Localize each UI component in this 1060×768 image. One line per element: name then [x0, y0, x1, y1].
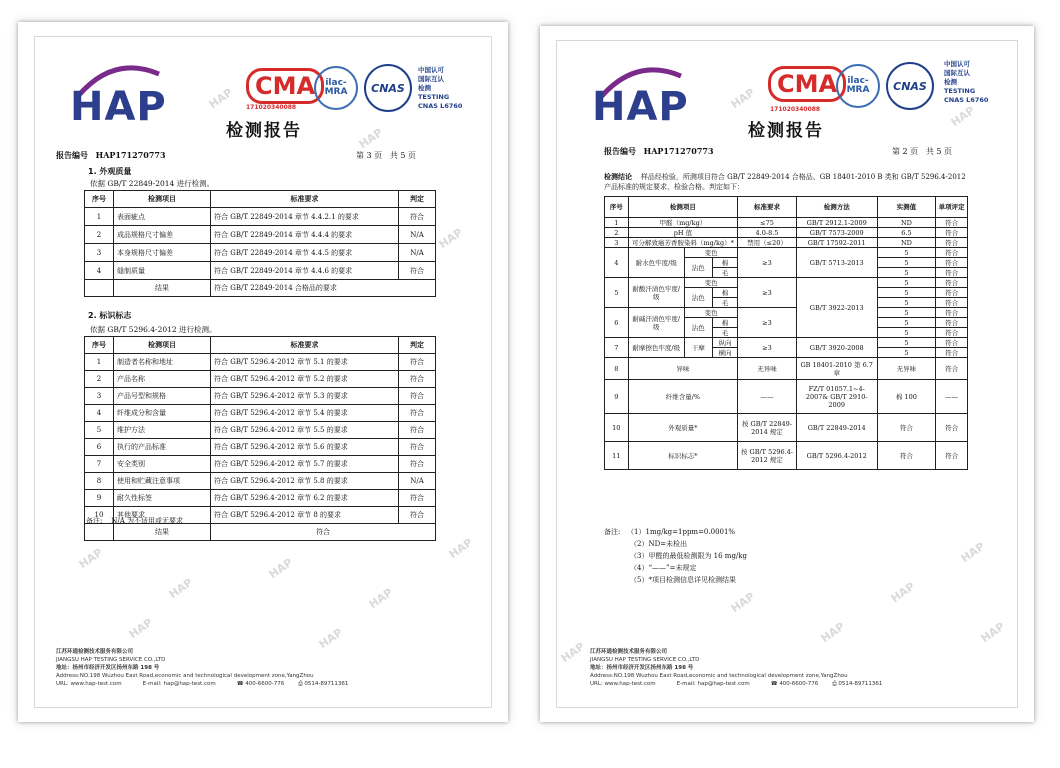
table-row: 9 纤维含量/% —— FZ/T 01057.1~4-2007& GB/T 2910-2009 棉 100 ——	[605, 380, 968, 414]
table-row: 5 耐酸汗渍色牢度/级 变色 ≥3 GB/T 3922-2013 5 符合	[605, 278, 968, 288]
table-row: 4 纤维成分和含量 符合 GB/T 5296.4-2012 章节 5.4 的要求 符合	[85, 405, 436, 422]
page-indicator: 第 2 页 共 5 页	[892, 147, 953, 156]
report-title: 检测报告	[226, 121, 302, 141]
cell: 符合	[399, 262, 436, 280]
test-results-table	[604, 196, 968, 470]
ilac-mra-logo: ilac-MRA	[836, 64, 880, 108]
cell: 表面疵点	[114, 208, 211, 226]
cell: N/A	[399, 226, 436, 244]
col-header: 判定	[399, 191, 436, 208]
watermark: HAP	[558, 639, 588, 666]
col-header: 标准要求	[211, 337, 399, 354]
cell: N/A	[399, 244, 436, 262]
table-row: 5 维护方法 符合 GB/T 5296.4-2012 章节 5.5 的要求 符合	[85, 422, 436, 439]
conclusion: 检测结论 样品经检验，所测项目符合 GB/T 22849-2014 合格品、GB 18401-2010 B 类和 GB/T 5296.4-2012 产品标准的规定要求，检验合格。判定如下：	[604, 172, 966, 191]
table-row: 沾色 棉 5 符合	[605, 318, 968, 328]
report-number: 报告编号 HAP171270773	[56, 150, 166, 160]
table-row: 沾色 棉 5 符合	[605, 258, 968, 268]
table-row	[85, 208, 436, 226]
footer: 江苏环通检测技术服务有限公司 JIANGSU HAP TESTING SERVICE CO.,LTD 地址：扬州市经济开发区扬州东路 198 号 Address:NO.198 Wuzhou East Road,economic and technological development zone,YangZhou URL: www.hap-test.com E-mail: hap@hap-test.com ☎ 400-6600-776 ⎙ 0514-89711361	[590, 649, 883, 687]
col-header: 序号	[85, 191, 114, 208]
cell: 4	[85, 262, 114, 280]
table-row: 毛 5 符合	[605, 268, 968, 278]
labeling-table	[84, 336, 436, 541]
table-header	[85, 337, 436, 354]
report-number: 报告编号 HAP171270773	[604, 146, 714, 156]
report-page-2	[540, 26, 1034, 722]
table-row: 3 可分解致癌芳香胺染料（mg/kg）* 禁用（≤20） GB/T 17592-2011 ND 符合	[605, 238, 968, 248]
table-row: 8 异味 无异味 GB 18401-2010 第 6.7 章 无异味 符合	[605, 358, 968, 380]
cell: 符合 GB/T 22849-2014 章节 4.4.4 的要求	[211, 226, 399, 244]
cell: 符合	[399, 208, 436, 226]
cell: 成品规格尺寸偏差	[114, 226, 211, 244]
table-result-row	[85, 280, 436, 297]
watermark: HAP	[888, 579, 918, 606]
table-header: 序号 检测项目 标准要求 检测方法 实测值 单项评定	[605, 197, 968, 218]
ilac-mra-logo: ilac-MRA	[314, 66, 358, 110]
cnas-logo: CNAS	[886, 62, 934, 110]
note: 备注: N/A 为不适用或无要求	[86, 517, 184, 525]
table-row: 1 甲醛（mg/kg） ≤75 GB/T 2912.1-2009 ND 符合	[605, 218, 968, 228]
table-result-row: 结果 符合	[85, 524, 436, 541]
watermark: HAP	[958, 539, 988, 566]
watermark: HAP	[126, 615, 156, 642]
cell: 2	[85, 226, 114, 244]
page-indicator: 第 3 页 共 5 页	[356, 151, 417, 160]
table-row: 10 外观质量* 按 GB/T 22849-2014 规定 GB/T 22849-2014 符合 符合	[605, 414, 968, 442]
table-row: 9 耐久性标签 符合 GB/T 5296.4-2012 章节 6.2 的要求 符合	[85, 490, 436, 507]
table-row: 4 耐水色牢度/级 变色 ≥3 GB/T 5713-2013 5 符合	[605, 248, 968, 258]
cell: 缝制质量	[114, 262, 211, 280]
watermark: HAP	[366, 585, 396, 612]
watermark: HAP	[728, 85, 758, 112]
table-row: 毛 5 符合	[605, 328, 968, 338]
watermark: HAP	[76, 545, 106, 572]
cma-cert-number: 171020340088	[770, 106, 821, 113]
col-header: 检测项目	[114, 337, 211, 354]
table-header	[85, 191, 436, 208]
table-row: 2 产品名称 符合 GB/T 5296.4-2012 章节 5.2 的要求 符合	[85, 371, 436, 388]
cert-side-text: 中国认可 国际互认 检测 TESTING CNAS L6760	[418, 66, 463, 110]
watermark: HAP	[166, 575, 196, 602]
table-row: 8 使用和贮藏注意事项 符合 GB/T 5296.4-2012 章节 5.8 的要求 N/A	[85, 473, 436, 490]
col-header: 标准要求	[211, 191, 399, 208]
cma-logo: CMA	[768, 66, 846, 102]
table-row: 11 标识标志* 按 GB/T 5296.4-2012 规定 GB/T 5296.4-2012 符合 符合	[605, 442, 968, 470]
cell: 3	[85, 244, 114, 262]
watermark: HAP	[316, 625, 346, 652]
table-row	[85, 244, 436, 262]
watermark: HAP	[266, 555, 296, 582]
report-title: 检测报告	[748, 121, 824, 141]
watermark: HAP	[356, 125, 386, 152]
table-row: 毛 5 符合	[605, 298, 968, 308]
cell: 符合 GB/T 22849-2014 合格品的要求	[211, 280, 436, 297]
cnas-logo: CNAS	[364, 64, 412, 112]
cert-side-text: 中国认可 国际互认 检测 TESTING CNAS L6760	[944, 60, 989, 104]
table-row: 7 耐摩擦色牢度/级 干摩 纵向 ≥3 GB/T 3920-2008 5 符合	[605, 338, 968, 348]
cma-logo: CMA	[246, 68, 324, 104]
report-page-3	[18, 22, 508, 722]
col-header: 判定	[399, 337, 436, 354]
hap-logo: HAP	[70, 84, 167, 130]
col-header: 序号	[85, 337, 114, 354]
cell: 本身规格尺寸偏差	[114, 244, 211, 262]
watermark: HAP	[436, 225, 466, 252]
cell: 1	[85, 208, 114, 226]
watermark: HAP	[818, 619, 848, 646]
table-row: 10 其他要求 符合 GB/T 5296.4-2012 章节 8 的要求 符合	[85, 507, 436, 524]
cell: 符合 GB/T 22849-2014 章节 4.4.2.1 的要求	[211, 208, 399, 226]
table-row	[85, 262, 436, 280]
table-row: 7 安全类别 符合 GB/T 5296.4-2012 章节 5.7 的要求 符合	[85, 456, 436, 473]
table-row	[85, 226, 436, 244]
cell: 符合 GB/T 22849-2014 章节 4.4.6 的要求	[211, 262, 399, 280]
watermark: HAP	[206, 85, 236, 112]
cell: 结果	[114, 280, 211, 297]
table-row: 2 pH 值 4.0-8.5 GB/T 7573-2009 6.5 符合	[605, 228, 968, 238]
watermark: HAP	[728, 589, 758, 616]
col-header: 检测项目	[114, 191, 211, 208]
footer: 江苏环通检测技术服务有限公司 JIANGSU HAP TESTING SERVICE CO.,LTD 地址：扬州市经济开发区扬州东路 198 号 Address:NO.198 Wuzhou East Road,economic and technological development zone,YangZhou URL: www.hap-test.com E-mail: hap@hap-test.com ☎ 400-6600-776 ⎙ 0514-89711361	[56, 649, 349, 687]
table-row: 1 制造者名称和地址 符合 GB/T 5296.4-2012 章节 5.1 的要求 符合	[85, 354, 436, 371]
section-labeling-heading: 2. 标识标志	[88, 311, 132, 320]
watermark: HAP	[948, 103, 978, 130]
section-appearance-heading: 1. 外观质量	[88, 167, 132, 176]
appearance-table	[84, 190, 436, 297]
cma-cert-number: 171020340088	[246, 104, 297, 111]
section-labeling-basis: 依据 GB/T 5296.4-2012 进行检测。	[90, 325, 217, 334]
section-appearance-basis: 依据 GB/T 22849-2014 进行检测。	[90, 179, 215, 188]
watermark: HAP	[446, 535, 476, 562]
table-row: 6 耐碱汗渍色牢度/级 变色 ≥3 5 符合	[605, 308, 968, 318]
table-row: 沾色 棉 5 符合	[605, 288, 968, 298]
cell: 符合 GB/T 22849-2014 章节 4.4.5 的要求	[211, 244, 399, 262]
table-row: 横向 5 符合	[605, 348, 968, 358]
table-row: 3 产品号型和规格 符合 GB/T 5296.4-2012 章节 5.3 的要求 符合	[85, 388, 436, 405]
table-row: 6 执行的产品标准 符合 GB/T 5296.4-2012 章节 5.6 的要求 符合	[85, 439, 436, 456]
notes: 备注: （1）1mg/kg=1ppm=0.0001% （2）ND=未检出 （3）甲醛的最低检测限为 16 mg/kg （4）“——”=未规定 （5）*项目检测信息详见检测结果	[604, 528, 748, 584]
hap-logo: HAP	[592, 84, 689, 130]
watermark: HAP	[978, 619, 1008, 646]
